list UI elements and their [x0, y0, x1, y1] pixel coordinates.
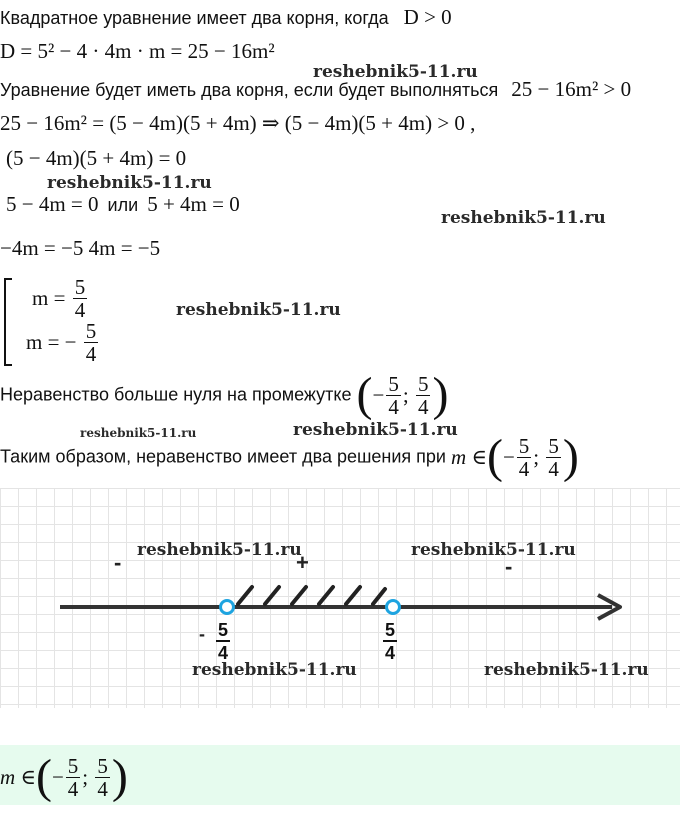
conclusion-expression — [451, 430, 579, 484]
hatch-mark — [373, 589, 385, 604]
interval-left-fraction — [386, 373, 401, 418]
watermark: reshebnik5-11.ru — [411, 540, 576, 560]
watermark: reshebnik5-11.ru — [484, 660, 649, 680]
watermark: reshebnik5-11.ru — [192, 660, 357, 680]
fraction-numerator: 5 — [67, 753, 79, 778]
fraction-denominator: 4 — [85, 342, 97, 366]
linear-eq-a: −4m = −5 — [0, 236, 84, 260]
linear-eq-b: 4m = −5 — [88, 236, 161, 260]
fraction-numerator: 5 — [97, 753, 108, 778]
open-point-right — [387, 601, 400, 614]
condition-text: Квадратное уравнение имеет два корня, когда — [0, 8, 389, 28]
root-row-1 — [32, 276, 89, 321]
fraction-numerator: 5 — [385, 620, 396, 640]
roots-system — [4, 276, 124, 366]
watermark: reshebnik5-11.ru — [137, 540, 302, 560]
right-paren: ) — [432, 368, 449, 422]
minus-sign: − — [502, 445, 515, 470]
fraction-denominator: 4 — [417, 394, 429, 419]
left-paren: ( — [356, 368, 373, 422]
roots-equations-line — [6, 193, 240, 216]
fraction-denominator: 4 — [385, 643, 396, 663]
equation-b: 5 + 4m = 0 — [147, 192, 240, 216]
minus-sign: − — [372, 383, 385, 408]
fraction-numerator: 5 — [518, 433, 530, 458]
hatch-mark — [319, 587, 333, 604]
equation-line: (5 − 4m)(5 + 4m) = 0 — [6, 146, 187, 170]
system-bracket — [4, 278, 12, 366]
sign-right: - — [505, 554, 513, 579]
interval-text: Неравенство больше нуля на промежутке — [0, 384, 352, 405]
left-paren: ( — [35, 750, 52, 804]
right-paren: ) — [562, 430, 579, 484]
hatch-mark — [265, 587, 279, 604]
discriminant-formula: D = 5² − 4 · 4m · m = 25 − 16m² — [0, 39, 275, 63]
watermark: reshebnik5-11.ru — [176, 300, 341, 320]
sign-left: - — [114, 550, 122, 575]
factorization-line: 25 − 16m² = (5 − 4m)(5 + 4m) ⇒ (5 − 4m)(5 + 4m) > 0 , — [0, 111, 476, 135]
right-paren: ) — [111, 750, 128, 804]
interval-line — [0, 366, 448, 420]
inequality-text: Уравнение будет иметь два корня, если будет выполняться — [0, 80, 499, 100]
root-2-fraction — [84, 320, 99, 365]
left-paren: ( — [486, 430, 503, 484]
hatch-marks — [238, 587, 385, 604]
fraction-numerator: 5 — [548, 433, 559, 458]
left-tick-fraction — [216, 620, 230, 664]
minus-sign: − — [51, 765, 64, 790]
conclusion-text: Таким образом, неравенство имеет два решения при — [0, 446, 446, 467]
fraction-denominator: 4 — [67, 776, 79, 801]
watermark-small: reshebnik5-11.ru — [80, 426, 197, 440]
fraction-numerator: 5 — [74, 275, 86, 299]
fraction-numerator: 5 — [218, 620, 229, 640]
conclusion-left-fraction — [517, 435, 532, 480]
answer-box — [0, 745, 680, 805]
answer-expression — [0, 748, 128, 802]
answer-left-fraction — [66, 755, 81, 800]
inequality-line — [0, 78, 631, 101]
m-in: m ∈ — [0, 765, 36, 790]
watermark: reshebnik5-11.ru — [293, 420, 458, 440]
conclusion-right-fraction — [546, 435, 561, 480]
or-text: или — [107, 195, 139, 215]
fraction-denominator: 4 — [218, 643, 229, 663]
separator: ; — [402, 383, 409, 408]
separator: ; — [82, 765, 89, 790]
answer-right-fraction — [95, 755, 110, 800]
root-1-fraction — [73, 276, 88, 321]
fraction-numerator: 5 — [388, 371, 399, 396]
linear-equations-line — [0, 237, 160, 259]
fraction-numerator: 5 — [85, 319, 97, 343]
root-2-lhs: m = − — [26, 330, 77, 354]
fraction-denominator: 4 — [388, 394, 399, 419]
hatch-mark — [346, 587, 360, 604]
hatch-mark — [292, 587, 306, 604]
fraction-denominator: 4 — [518, 456, 530, 481]
condition-line — [0, 6, 452, 29]
interval-expression — [356, 368, 449, 422]
condition-math: D > 0 — [403, 5, 452, 29]
fraction-denominator: 4 — [97, 776, 108, 801]
right-tick-fraction — [383, 620, 397, 664]
equation-a: 5 − 4m = 0 — [6, 192, 99, 216]
left-tick-minus: - — [199, 624, 205, 644]
fraction-numerator: 5 — [417, 371, 429, 396]
open-point-left — [221, 601, 234, 614]
watermark: reshebnik5-11.ru — [47, 173, 212, 193]
fraction-denominator: 4 — [548, 456, 559, 481]
inequality-math: 25 − 16m² > 0 — [511, 77, 632, 101]
m-in: m ∈ — [451, 445, 487, 470]
number-line-grid — [0, 488, 680, 708]
hatch-mark — [238, 587, 252, 604]
watermark: reshebnik5-11.ru — [441, 208, 606, 228]
root-row-2 — [26, 320, 100, 365]
root-1-lhs: m = — [32, 286, 66, 310]
separator: ; — [533, 445, 540, 470]
fraction-denominator: 4 — [74, 298, 86, 322]
interval-right-fraction — [416, 373, 431, 418]
watermark: reshebnik5-11.ru — [313, 62, 478, 82]
conclusion-line — [0, 428, 579, 482]
sign-middle: + — [296, 550, 309, 575]
